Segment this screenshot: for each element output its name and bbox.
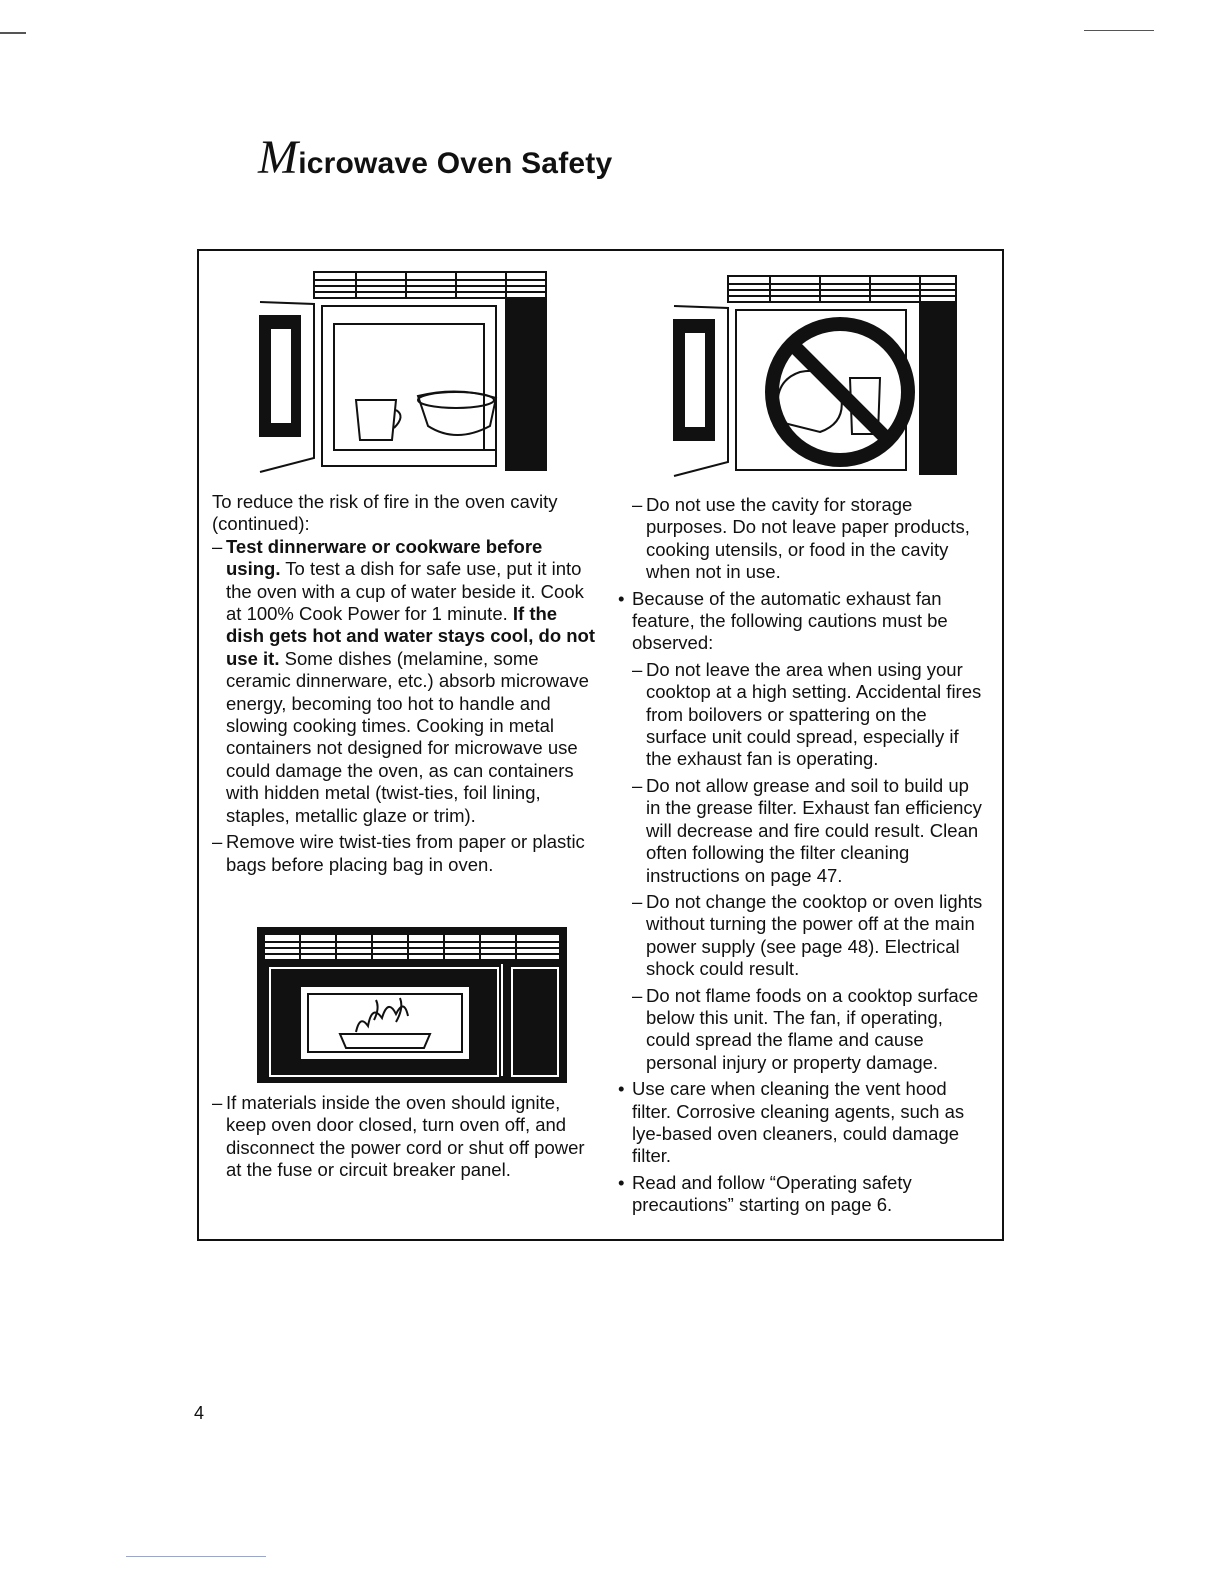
microwave-fire-illustration	[256, 924, 568, 1084]
page-title	[258, 130, 612, 185]
dash-marker: –	[632, 984, 643, 1006]
scan-mark-top-right	[1084, 30, 1154, 31]
vent-hood-text: Use care when cleaning the vent hood filter. Corrosive cleaning agents, such as lye-based oven cleaners, could damage filter.	[632, 1078, 965, 1167]
flame-foods-text: Do not flame foods on a cooktop surface below this unit. The fan, if operating, could spread the flame and cause personal injury or property damage.	[646, 984, 979, 1073]
dish-details-text: Some dishes (melamine, some ceramic dinnerware, etc.) absorb microwave energy, becoming too hot to handle and slowing cooking times. Cooking in metal containers not designed for microwave use could damage the oven, as can containers with hidden metal (twist-ties, foil lining, staples, metallic glaze or trim).	[226, 647, 589, 826]
dash-marker: –	[632, 658, 643, 680]
grease-filter-item	[618, 775, 988, 887]
storage-item	[618, 494, 988, 584]
ignite-text: If materials inside the oven should ignite, keep oven door closed, turn oven off, and disconnect the power cord or shut off power at the fuse or circuit breaker panel.	[226, 1092, 585, 1181]
dash-marker: –	[632, 494, 643, 515]
vent-hood-bullet	[618, 1078, 988, 1168]
operating-safety-bullet	[618, 1172, 988, 1217]
microwave-storage-prohibited-illustration	[670, 272, 958, 478]
left-column	[212, 491, 597, 876]
dash-marker: –	[632, 774, 643, 796]
right-column	[618, 494, 988, 1217]
scan-line-bottom	[126, 1556, 266, 1557]
operating-safety-text: Read and follow “Operating safety precautions” starting on page 6.	[632, 1171, 912, 1216]
title-rest: icrowave Oven Safety	[298, 147, 613, 180]
bullet-marker: •	[618, 587, 625, 609]
page-number: 4	[194, 1403, 205, 1423]
scan-mark-top-left	[0, 32, 26, 34]
dash-marker: –	[212, 1092, 223, 1113]
exhaust-fan-bullet	[618, 588, 988, 655]
storage-text: Do not use the cavity for storage purposes. Do not leave paper products, cooking utensils, or food in the cavity when not in use.	[646, 494, 970, 583]
test-dinnerware-text: To test a dish for safe use, put it into the oven with a cup of water beside it. Cook at 100% Cook Power for 1 minute.	[226, 558, 584, 625]
twist-ties-item	[212, 831, 597, 876]
leave-area-text: Do not leave the area when using your cooktop at a high setting. Accidental fires from boilovers or spattering on the surface unit could spread, especially if the exhaust fan is operating.	[646, 658, 982, 770]
dash-marker: –	[632, 890, 643, 912]
change-lights-text: Do not change the cooktop or oven lights without turning the power off at the main power supply (see page 48). Electrical shock could result.	[646, 890, 983, 980]
dish-hot-warning: If the dish gets hot and water stays cool, do not use it.	[226, 603, 596, 669]
exhaust-fan-text: Because of the automatic exhaust fan feature, the following cautions must be observed:	[632, 587, 948, 654]
title-initial: M	[258, 131, 299, 184]
left-column-lower	[212, 1092, 597, 1182]
leave-area-item	[618, 659, 988, 771]
twist-ties-text: Remove wire twist-ties from paper or plastic bags before placing bag in oven.	[226, 831, 585, 875]
test-dinnerware-item	[212, 536, 597, 827]
change-lights-item	[618, 891, 988, 981]
bullet-marker: •	[618, 1171, 625, 1193]
flame-foods-item	[618, 985, 988, 1075]
microwave-dishes-illustration	[256, 268, 548, 474]
intro-text: To reduce the risk of fire in the oven cavity (continued):	[212, 491, 558, 535]
bullet-marker: •	[618, 1078, 625, 1100]
dash-marker: –	[212, 535, 223, 557]
dash-marker: –	[212, 831, 223, 853]
grease-filter-text: Do not allow grease and soil to build up in the grease filter. Exhaust fan efficiency will decrease and fire could result. Clean often following the filter cleaning instructions on page 47.	[646, 774, 982, 886]
ignite-item	[212, 1092, 597, 1182]
test-dinnerware-heading: Test dinnerware or cookware before using.	[226, 535, 543, 580]
